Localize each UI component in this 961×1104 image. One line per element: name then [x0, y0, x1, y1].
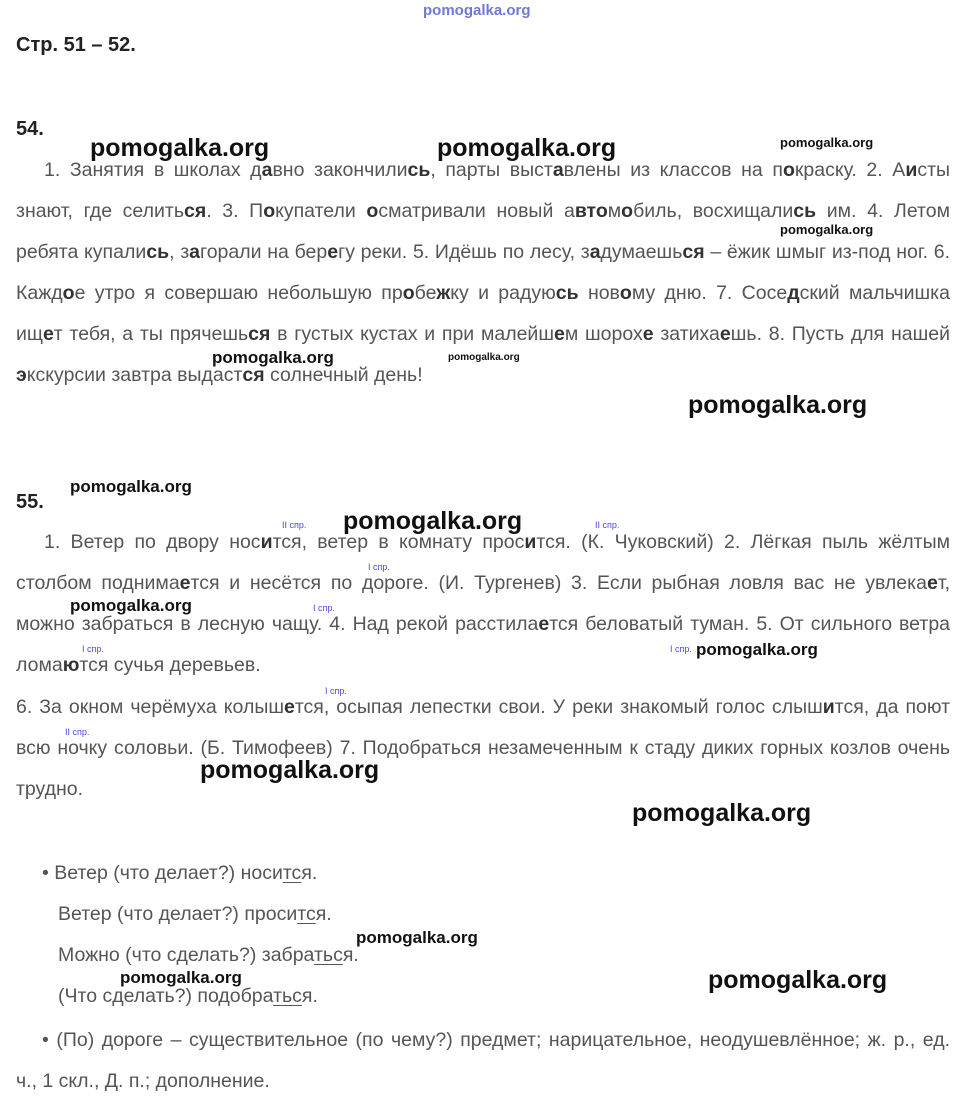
- watermark: pomogalka.org: [437, 134, 617, 162]
- watermark-top: pomogalka.org: [423, 2, 531, 19]
- conjugation-note: I спр.: [325, 686, 347, 696]
- exercise-55-text-cont: 6. За окном черёмуха колышется, осыпая лепестки свои. У реки знакомый голос слышится, да поют всю ночку соловьи. (Б. Тимофеев) 7. Подобраться незамеченным к стаду диких горных козлов очень трудно.: [16, 696, 950, 800]
- exercise-54-number: 54.: [16, 118, 44, 140]
- conjugation-note: II спр.: [282, 520, 307, 530]
- conjugation-note: I спр.: [313, 603, 335, 613]
- analysis-line: Ветер (что делает?) просится.: [58, 903, 332, 925]
- exercise-55-number: 55.: [16, 491, 44, 513]
- watermark: pomogalka.org: [708, 966, 888, 994]
- page-header: Стр. 51 – 52.: [16, 34, 136, 56]
- conjugation-note: II спр.: [595, 520, 620, 530]
- watermark: pomogalka.org: [632, 799, 812, 827]
- analysis-morphology: • (По) дороге – существительное (по чему?) предмет; нарицательное, неодушевлённое; ж. р., ед. ч., 1 скл., Д. п.; дополнение.: [16, 1029, 950, 1092]
- exercise-54-text: 1. Занятия в школах давно закончились, парты выставлены из классов на покраску. 2. Аисты знают, где селиться. 3. Покупатели осматривали новый автомобиль, восхищались им. 4. Летом ребята купались, загорали на берегу реки. 5. Идёшь по лесу, задумаешься – ёжик шмыг из-под ног. 6. Каждое утро я совершаю небольшую пробежку и радуюсь новому дню. 7. Соседский мальчишка ищет тебя, а ты прячешься в густых кустах и при малейшем шорохе затихаешь. 8. Пусть для нашей экскурсии завтра выдастся солнечный день!: [16, 159, 951, 386]
- watermark: pomogalka.org: [780, 135, 874, 150]
- watermark: pomogalka.org: [90, 134, 270, 162]
- watermark: pomogalka.org: [343, 507, 523, 535]
- watermark: pomogalka.org: [356, 928, 478, 947]
- watermark: pomogalka.org: [688, 391, 868, 419]
- watermark: pomogalka.org: [120, 968, 242, 987]
- analysis-line: • Ветер (что делает?) носится.: [42, 862, 318, 884]
- conjugation-note: II спр.: [65, 727, 90, 737]
- watermark: pomogalka.org: [780, 222, 874, 237]
- analysis-line: Можно (что сделать?) забраться.: [58, 944, 359, 966]
- watermark: pomogalka.org: [70, 477, 192, 496]
- watermark: pomogalka.org: [448, 352, 520, 363]
- watermark: pomogalka.org: [696, 640, 818, 659]
- analysis-line: (Что сделать?) подобраться.: [58, 985, 318, 1007]
- conjugation-note: I спр.: [82, 644, 104, 654]
- exercise-55-text: 1. Ветер по двору носится, ветер в комнату просится. (К. Чуковский) 2. Лёгкая пыль жёлтым столбом поднимается и несётся по дороге. (И. Тургенев) 3. Если рыбная ловля вас не увлекает, можно забраться в лесную чащу. 4. Над рекой расстилается беловатый туман. 5. От сильного ветра ломаются сучья деревьев.: [16, 531, 951, 676]
- watermark: pomogalka.org: [212, 348, 334, 367]
- conjugation-note: I спр.: [670, 644, 692, 654]
- conjugation-note: I спр.: [368, 562, 390, 572]
- watermark: pomogalka.org: [200, 756, 380, 784]
- watermark: pomogalka.org: [70, 596, 192, 615]
